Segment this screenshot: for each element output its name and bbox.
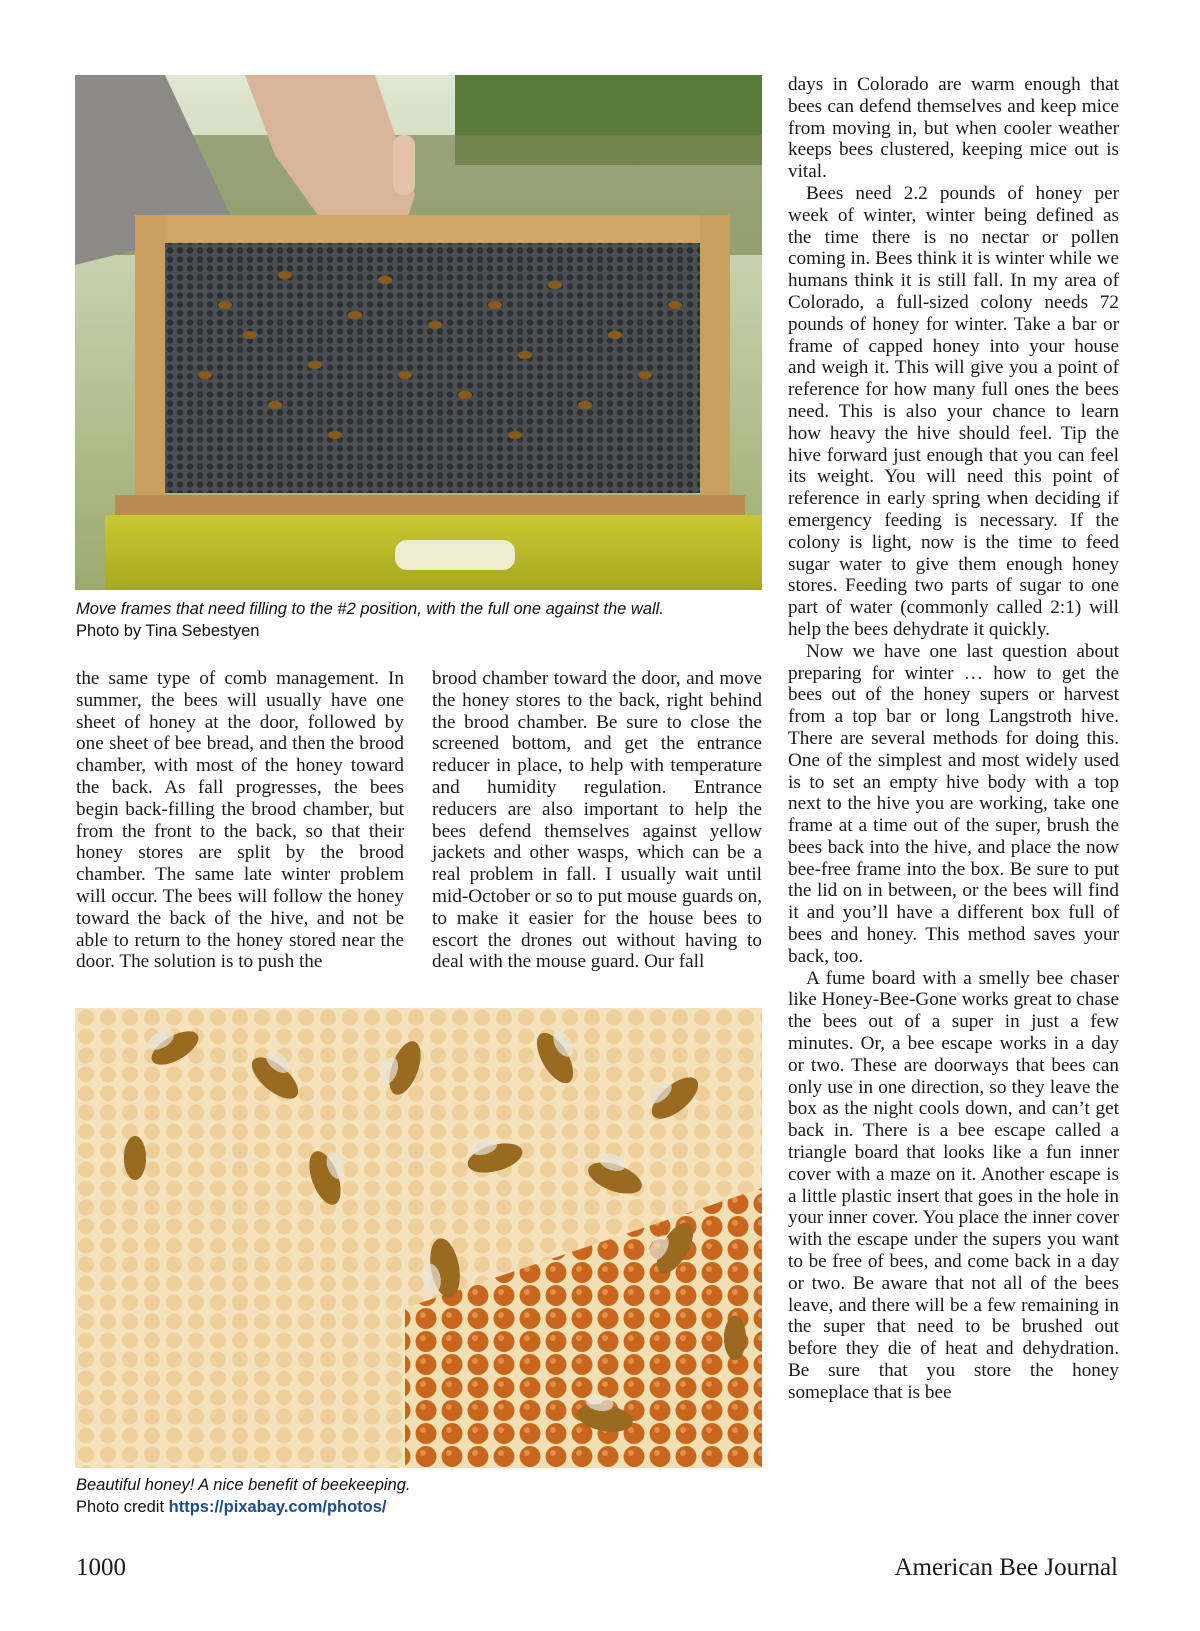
honeycomb-photo [75, 1008, 762, 1468]
page-number: 1000 [76, 1554, 126, 1581]
caption-text: Move frames that need filling to the #2 position, with the full one against the wall. [76, 600, 664, 618]
photo-credit: Photo by Tina Sebestyen [76, 622, 260, 640]
credit-prefix: Photo credit [76, 1498, 169, 1516]
paragraph: brood chamber toward the door, and move the honey stores to the back, right behind the brood chamber. Be sure to close the screened bottom, and get the entrance reducer in place, to help with temperature and humidity regulation. Entrance reducers are also important to help the bees defend themselves against yellow jackets and other wasps, which can be a real problem in fall. I usually wait until mid-October or so to put mouse guards on, to make it easier for the house bees to escort the drones out without having to deal with the mouse guard. Our fall [432, 668, 762, 973]
photo-credit [76, 1496, 776, 1518]
journal-name: American Bee Journal [894, 1554, 1118, 1581]
hive-frame-photo [75, 75, 762, 590]
photo-caption-2 [76, 1474, 776, 1518]
paragraph: Now we have one last question about preparing for winter … how to get the bees out of the honey supers or harvest from a top bar or long Langstroth hive. There are several methods for doing this. One of the simplest and most widely used is to set an empty hive body with a top next to the hive you are working, take one frame at a time out of the super, brush the bees back into the hive, and place the now bee-free frame into the box. Be sure to put the lid on in between, or the bees will find it and you’ll have a different box full of bees and honey. This method saves your back, too. [788, 640, 1119, 967]
caption-text: Beautiful honey! A nice benefit of beekeeping. [76, 1476, 411, 1494]
text-column-left [76, 668, 404, 973]
paragraph: A fume board with a smelly bee chaser like Honey-Bee-Gone works great to chase the bees out of a super in just a few minutes. Or, a bee escape works in a day or two. These are doorways that bees can only use in one direction, so they leave the box as the night cools down, and can’t get back in. There is a bee escape called a triangle board that looks like a fun inner cover with a maze on it. Another escape is a little plastic insert that goes in the hole in your inner cover. You place the inner cover with the escape under the supers you want to be free of bees, and come back in a day or two. Be aware that not all of the bees leave, and there will be a few remaining in the super that need to be brushed out before they die of heat and dehydration. Be sure that you store the honey someplace that is bee [788, 967, 1119, 1403]
paragraph: the same type of comb management. In summer, the bees will usually have one sheet of honey at the door, followed by one sheet of bee bread, and then the brood chamber, with most of the honey toward the back. As fall progresses, the bees begin back-filling the brood chamber, but from the front to the back, so that their honey stores are split by the brood chamber. The same late winter problem will occur. The bees will follow the honey toward the back of the hive, and not be able to return to the honey stored near the door. The solution is to push the [76, 668, 404, 973]
photo-caption-1 [76, 598, 776, 642]
paragraph: days in Colorado are warm enough that bees can defend themselves and keep mice from moving in, but when cooler weather keeps bees clustered, keeping mice out is vital. [788, 74, 1119, 183]
text-column-right [788, 74, 1119, 1404]
credit-link[interactable]: https://pixabay.com/photos/ [168, 1498, 387, 1516]
honeycomb-photo-graphic [75, 1008, 762, 1468]
hive-frame-photo-graphic [75, 75, 762, 590]
paragraph: Bees need 2.2 pounds of honey per week of winter, winter being defined as the time there is no nectar or pollen coming in. Bees think it is winter while we humans think it is still fall. In my area of Colorado, a full-sized colony needs 72 pounds of honey for winter. Take a bar or frame of capped honey into your house and weigh it. This will give you a point of reference for how many full ones the bees need. This is also your chance to learn how heavy the hive should feel. Tip the hive forward just enough that you can feel its weight. You will need this point of reference in early spring when deciding if emergency feeding is necessary. If the colony is light, now is the time to feed sugar water to give them enough honey stores. Feeding two parts of sugar to one part of water (commonly called 2:1) will help the bees dehydrate it quickly. [788, 182, 1119, 640]
text-column-middle [432, 668, 762, 973]
